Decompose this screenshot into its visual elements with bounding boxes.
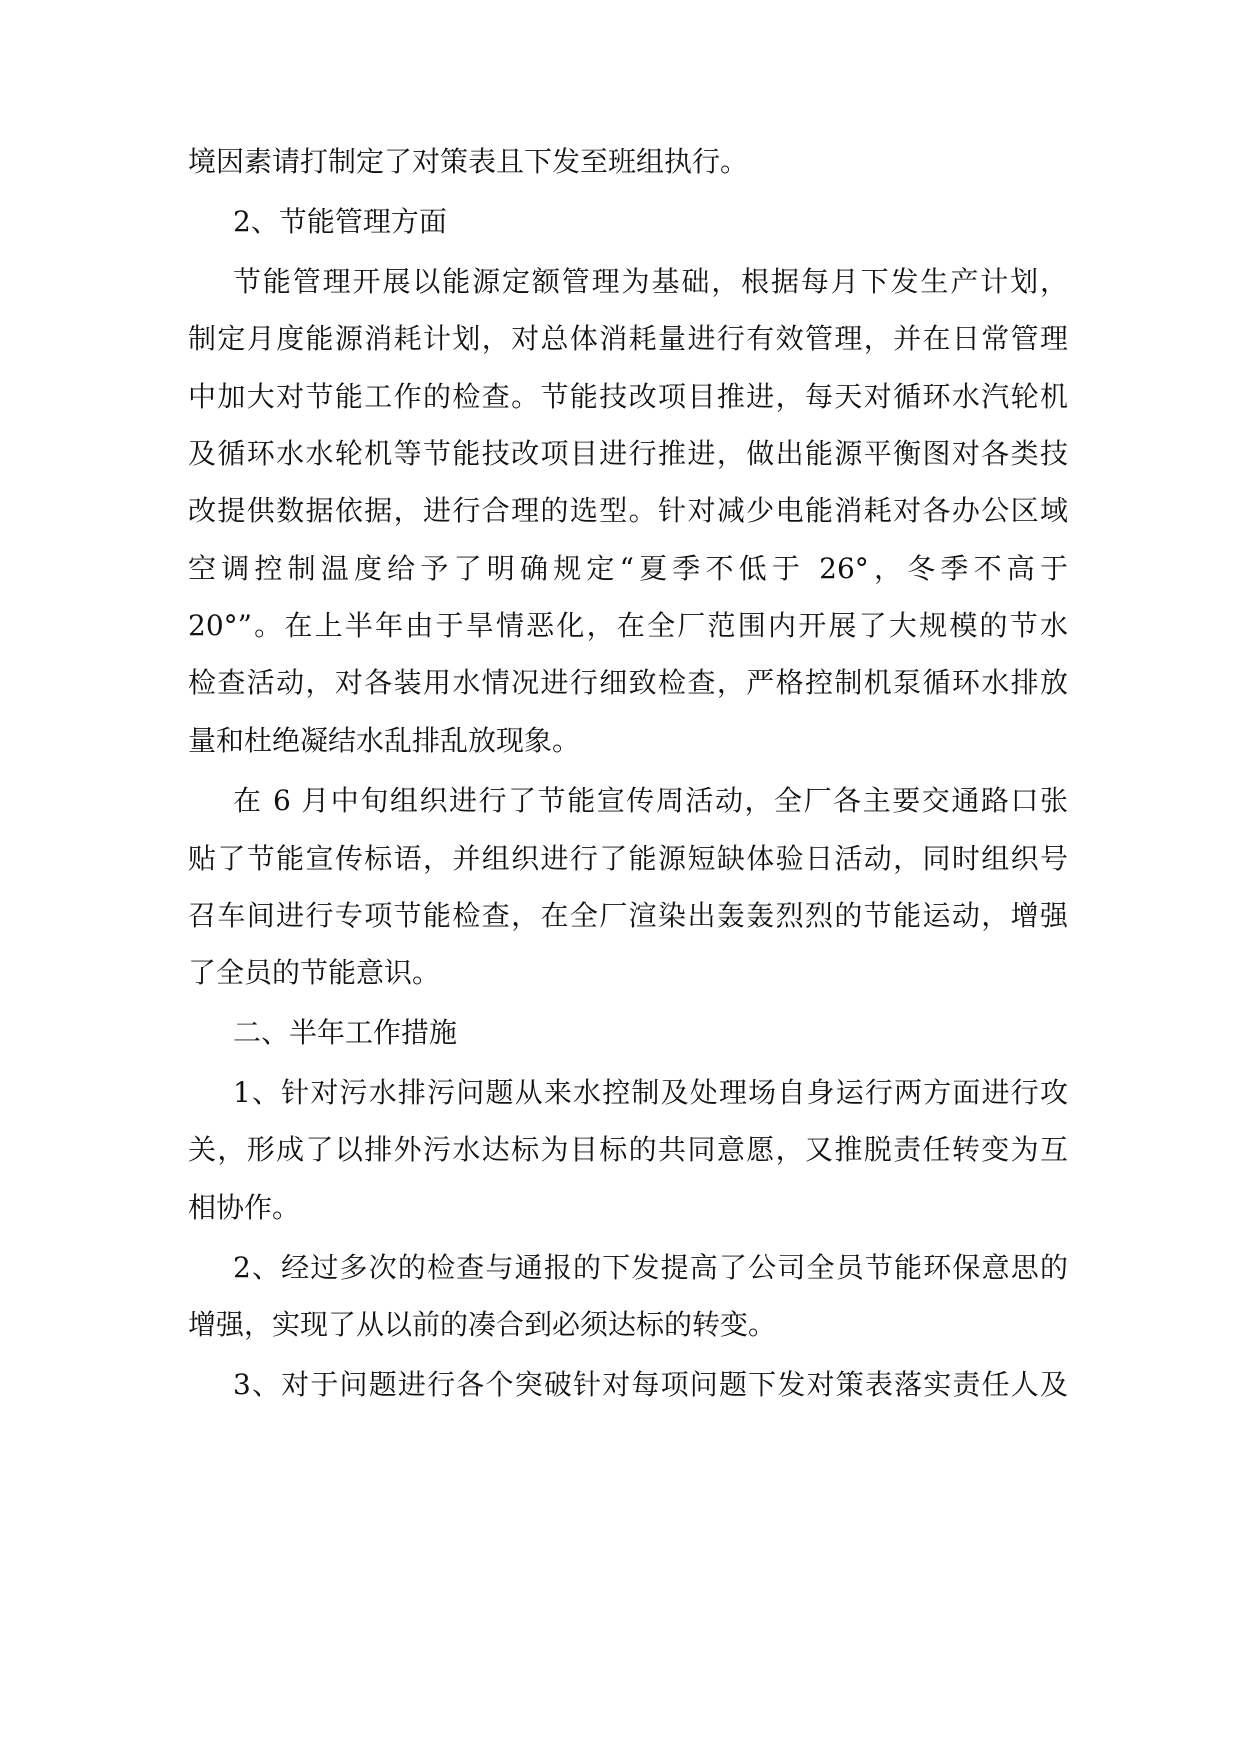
paragraph-line: 节能管理开展以能源定额管理为基础，根据每月下发生产计划，: [233, 265, 1068, 298]
paragraph-line: 中加大对节能工作的检查。节能技改项目推进，每天对循环水汽轮机: [188, 380, 1068, 413]
section-heading: 2、节能管理方面: [233, 205, 447, 238]
paragraph-line: 检查活动，对各装用水情况进行细致检查，严格控制机泵循环水排放: [188, 666, 1068, 699]
paragraph-line: 空调控制温度给予了明确规定“夏季不低于 26°，冬季不高于: [188, 552, 1068, 585]
paragraph-line: 贴了节能宣传标语，并组织进行了能源短缺体验日活动，同时组织号: [188, 842, 1068, 875]
paragraph-line: 3、对于问题进行各个突破针对每项问题下发对策表落实责任人及: [233, 1368, 1068, 1401]
paragraph-line: 关，形成了以排外污水达标为目标的共同意愿，又推脱责任转变为互: [188, 1133, 1068, 1166]
paragraph-line: 改提供数据依据，进行合理的选型。针对减少电能消耗对各办公区域: [188, 494, 1068, 527]
paragraph-line: 境因素请打制定了对策表且下发至班组执行。: [188, 145, 749, 178]
paragraph-line: 制定月度能源消耗计划，对总体消耗量进行有效管理，并在日常管理: [188, 322, 1068, 355]
paragraph-line: 及循环水水轮机等节能技改项目进行推进，做出能源平衡图对各类技: [188, 437, 1068, 470]
paragraph-line: 了全员的节能意识。: [188, 956, 441, 989]
section-heading: 二、半年工作措施: [233, 1016, 458, 1049]
paragraph-line: 增强，实现了从以前的凑合到必须达标的转变。: [188, 1308, 777, 1341]
paragraph-line: 量和杜绝凝结水乱排乱放现象。: [188, 724, 581, 757]
paragraph-line: 相协作。: [188, 1191, 301, 1224]
paragraph-line: 在 6 月中旬组织进行了节能宣传周活动，全厂各主要交通路口张: [233, 784, 1068, 817]
paragraph-line: 1、针对污水排污问题从来水控制及处理场自身运行两方面进行攻: [233, 1076, 1068, 1109]
paragraph-line: 2、经过多次的检查与通报的下发提高了公司全员节能环保意思的: [233, 1251, 1068, 1284]
paragraph-line: 20°”。在上半年由于旱情恶化，在全厂范围内开展了大规模的节水: [188, 609, 1068, 642]
paragraph-line: 召车间进行专项节能检查，在全厂渲染出轰轰烈烈的节能运动，增强: [188, 899, 1068, 932]
